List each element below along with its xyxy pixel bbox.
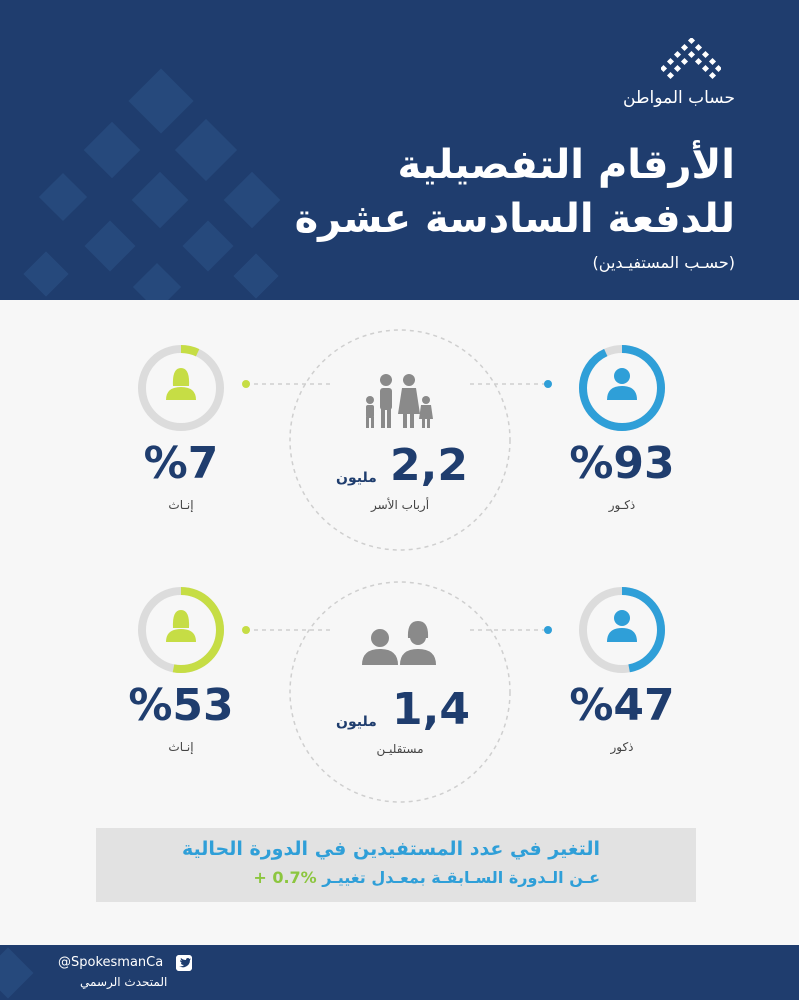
family-icon (366, 374, 433, 428)
independents-unit: مليون (336, 714, 377, 730)
females-label-independents: إنـاث (168, 740, 194, 754)
male-user-icon (607, 368, 637, 400)
decor-diamond (183, 221, 234, 272)
males-percent-heads: %93 (569, 438, 675, 489)
page-subtitle: (حسـب المستفيـدين) (592, 253, 735, 272)
decor-diamond (23, 251, 68, 296)
heads-unit: مليون (336, 470, 377, 486)
males-percent-independents: %47 (569, 680, 675, 731)
decor-diamond (133, 263, 181, 300)
note-change-value: + 0.7% (253, 868, 317, 887)
decor-diamond (132, 172, 189, 229)
two-persons-icon (362, 621, 436, 665)
stats-panel (0, 300, 799, 945)
decor-diamond (233, 253, 278, 298)
note-line-2-text: عـن الـدورة السـابقـة بمعـدل تغييـر (322, 868, 600, 887)
title-line-2: للدفعة السادسة عشرة (294, 196, 735, 242)
header (0, 0, 799, 300)
decor-diamond (224, 172, 281, 229)
independents-label: مستقليـن (376, 742, 424, 756)
decor-diamond (85, 221, 136, 272)
twitter-icon[interactable] (176, 955, 192, 971)
female-user-icon (166, 368, 196, 400)
connector-dot-blue (544, 380, 552, 388)
connector-dot-green (242, 626, 250, 634)
decor-diamond (39, 173, 87, 221)
brand-name: حساب المواطن (623, 88, 735, 108)
note-line-1: التغير في عدد المستفيدين في الدورة الحالية (181, 838, 600, 860)
females-percent-heads: %7 (143, 438, 219, 489)
footer-label: المتحدث الرسمي (80, 975, 168, 989)
decor-diamond (175, 119, 237, 181)
females-percent-independents: %53 (128, 680, 234, 731)
decor-diamond (0, 948, 33, 999)
logo-icon (661, 38, 721, 82)
connector-dot-blue (544, 626, 552, 634)
heads-value: 2,2 (390, 440, 468, 491)
male-user-icon (607, 610, 637, 642)
change-note (96, 828, 696, 902)
page-title (295, 138, 735, 246)
decor-diamond (84, 122, 141, 179)
females-label-heads: إنـاث (168, 498, 194, 512)
title-line-1: الأرقام التفصيلية (397, 142, 735, 188)
twitter-handle[interactable]: @SpokesmanCa (58, 955, 164, 970)
males-label-independents: ذكور (610, 740, 634, 754)
decor-diamond (128, 68, 193, 133)
note-line-2 (253, 868, 600, 887)
males-label-heads: ذكـور (608, 498, 636, 512)
independents-value: 1,4 (392, 684, 470, 735)
connector-dot-green (242, 380, 250, 388)
heads-label: أرباب الأسر (370, 498, 430, 512)
female-user-icon (166, 610, 196, 642)
footer (0, 945, 799, 1000)
